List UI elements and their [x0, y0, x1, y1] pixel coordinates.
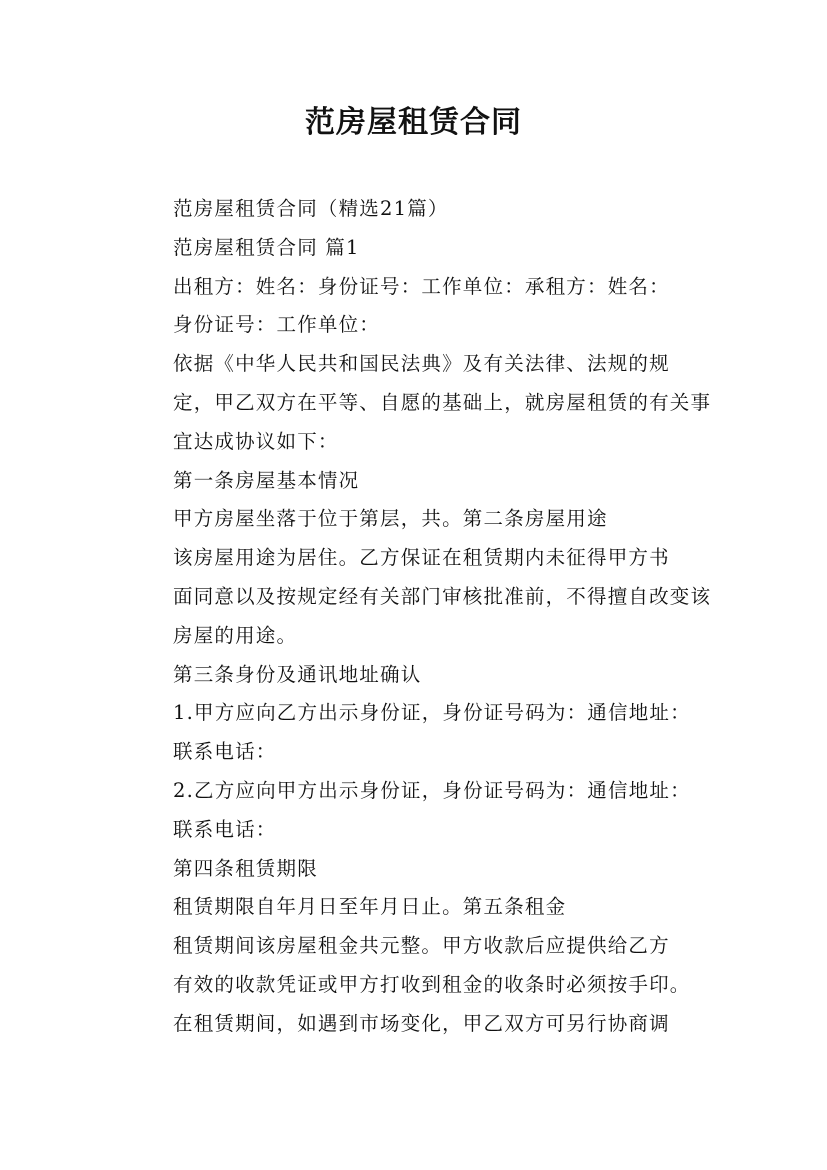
document-paragraph [125, 229, 715, 268]
document-paragraph [125, 500, 715, 539]
paragraph-line: 身份证号：工作单位： [173, 313, 381, 337]
paragraph-line: 依据《中华人民共和国民法典》及有关法律、法规的规 [173, 352, 670, 376]
document-body [125, 190, 715, 1044]
paragraph-line: 范房屋租赁合同 篇1 [173, 235, 360, 259]
paragraph-line: 租赁期限自年月日至年月日止。第五条租金 [173, 895, 567, 919]
document-paragraph [125, 268, 715, 346]
document-paragraph [125, 656, 715, 695]
document-paragraph [125, 694, 715, 772]
document-paragraph [125, 772, 715, 850]
document-title: 范房屋租赁合同 [305, 105, 522, 140]
paragraph-line: 第四条租赁期限 [173, 856, 318, 880]
paragraph-line: 出租方：姓名：身份证号：工作单位：承租方：姓名： [173, 274, 670, 298]
paragraph-line: 1.甲方应向乙方出示身份证，身份证号码为：通信地址： [173, 701, 691, 725]
document-paragraph [125, 888, 715, 927]
document-paragraph [125, 539, 715, 655]
paragraph-line: 在租赁期间，如遇到市场变化，甲乙双方可另行协商调 [173, 1011, 670, 1035]
paragraph-line: 第三条身份及通讯地址确认 [173, 662, 422, 686]
paragraph-line: 范房屋租赁合同（精选21篇） [173, 197, 449, 220]
paragraph-line: 联系电话： [173, 740, 277, 764]
paragraph-line: 联系电话： [173, 817, 277, 841]
document-paragraph [125, 1005, 715, 1044]
paragraph-line: 房屋的用途。 [173, 623, 298, 647]
paragraph-line: 甲方房屋坐落于位于第层，共。第二条房屋用途 [173, 507, 608, 531]
document-paragraph [125, 345, 715, 461]
paragraph-line: 2.乙方应向甲方出示身份证，身份证号码为：通信地址： [173, 778, 691, 802]
document-paragraph [125, 850, 715, 889]
paragraph-line: 租赁期间该房屋租金共元整。甲方收款后应提供给乙方 [173, 934, 670, 958]
document-paragraph [125, 462, 715, 501]
document-paragraph [125, 190, 715, 229]
paragraph-line: 面同意以及按规定经有关部门审核批准前，不得擅自改变该 [173, 584, 712, 608]
paragraph-line: 第一条房屋基本情况 [173, 468, 360, 492]
paragraph-line: 定，甲乙双方在平等、自愿的基础上，就房屋租赁的有关事 [173, 390, 712, 414]
paragraph-line: 宜达成协议如下： [173, 429, 339, 453]
document-paragraph [125, 927, 715, 1005]
paragraph-line: 有效的收款凭证或甲方打收到租金的收条时必须按手印。 [173, 972, 691, 996]
paragraph-line: 该房屋用途为居住。乙方保证在租赁期内未征得甲方书 [173, 546, 670, 570]
